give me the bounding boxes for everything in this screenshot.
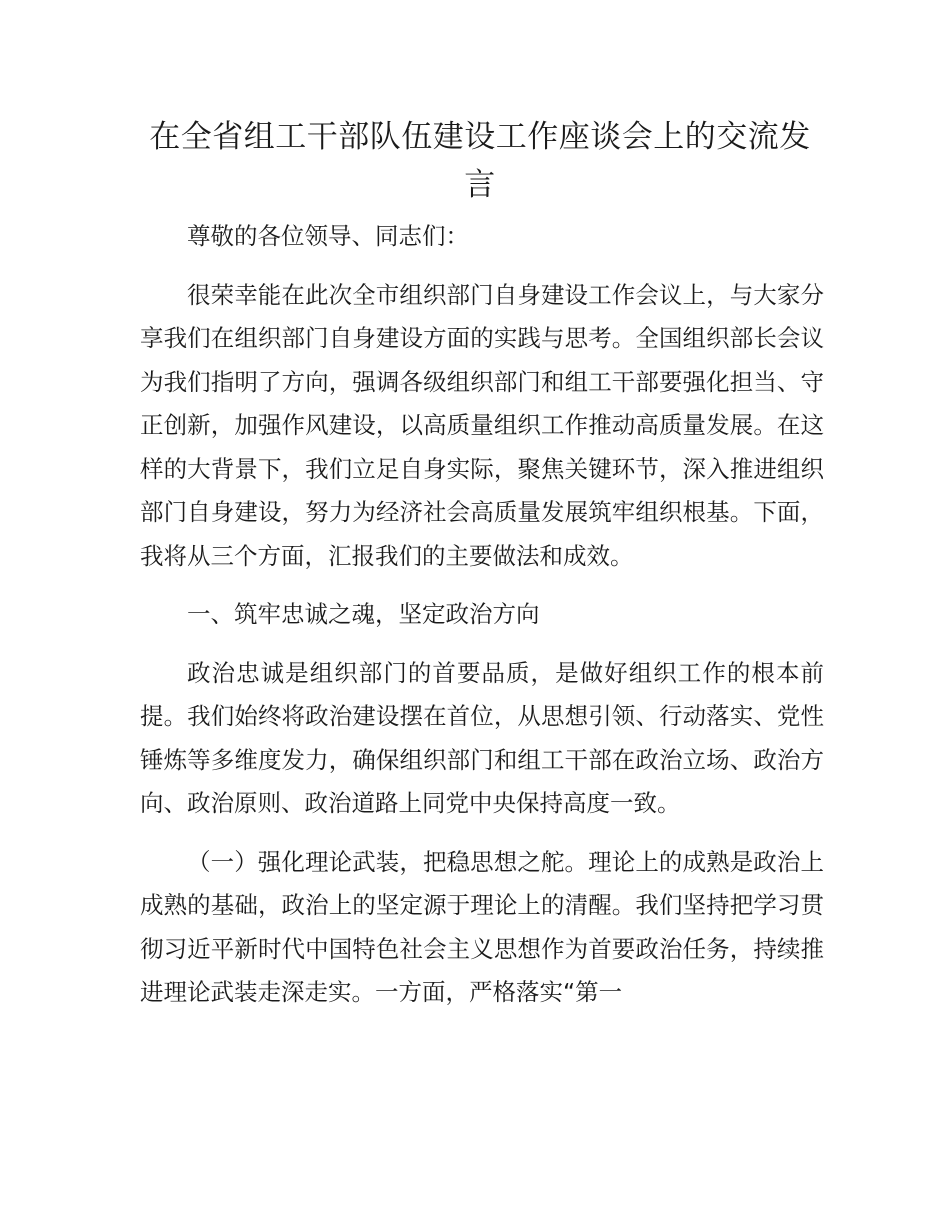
paragraph-section-1: 政治忠诚是组织部门的首要品质，是做好组织工作的根本前提。我们始终将政治建设摆在首位，从思想引领、行动落实、党性锤炼等多维度发力，确保组织部门和组工干部在政治立场、政治方向、政治原则、政治道路上同党中央保持高度一致。 [140,658,824,817]
section-heading-1: 一、筑牢忠诚之魂，坚定政治方向 [187,600,540,628]
document-title: 在全省组工干部队伍建设工作座谈会上的交流发言 [149,119,811,203]
paragraph-subsection-1: （一）强化理论武装，把稳思想之舵。理论上的成熟是政治上成熟的基础，政治上的坚定源于理论上的清醒。我们坚持把学习贯彻习近平新时代中国特色社会主义思想作为首要政治任务，持续推进理论武装走深走实。一方面，严格落实“第一 [140,847,824,1006]
document-body [140,215,824,1030]
paragraph-intro: 很荣幸能在此次全市组织部门自身建设工作会议上，与大家分享我们在组织部门自身建设方面的实践与思考。全国组织部长会议为我们指明了方向，强调各级组织部门和组工干部要强化担当、守正创新，加强作风建设，以高质量组织工作推动高质量发展。在这样的大背景下，我们立足自身实际，聚焦关键环节，深入推进组织部门自身建设，努力为经济社会高质量发展筑牢组织根基。下面，我将从三个方面，汇报我们的主要做法和成效。 [140,280,824,570]
salutation: 尊敬的各位领导、同志们： [187,222,469,250]
